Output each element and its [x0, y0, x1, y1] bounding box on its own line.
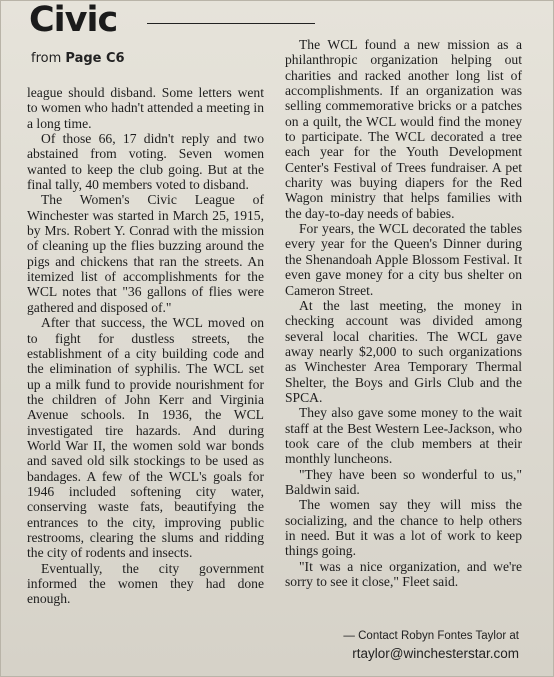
- paragraph: "It was a nice organization, and we're sorry to see it close," Fleet said.: [285, 558, 522, 590]
- paragraph: league should disband. Some letters went to women who hadn't attended a meeting in a long time.: [27, 85, 264, 131]
- title-rule: [147, 23, 315, 24]
- paragraph: Of those 66, 17 didn't reply and two abstained from voting. Seven women wanted to keep the club going. But at the final tally, 40 members voted to disband.: [27, 131, 264, 193]
- paragraph: "They have been so wonderful to us," Baldwin said.: [285, 466, 522, 497]
- section-title: Civic: [29, 0, 118, 40]
- article-column-right: [285, 37, 522, 589]
- paragraph: At the last meeting, the money in checking account was divided among several local charities. The WCL gave away nearly $2,000 to such organizations as Winchester Area Temporary Thermal Shelter, the Boys and Girls Club and the SPCA.: [285, 297, 522, 405]
- paragraph: The WCL found a new mission as a philanthropic organization helping out charities and racked another long list of accomplishments. If an organization was selling commemorative bricks or a patches on a quilt, the WCL would find the money to participate. The WCL decorated a tree each year for the Youth Development Center's Festival of Trees fundraiser. A pet charity was buying diapers for the Red Wagon ministry that helps families with the day-to-day needs of babies.: [285, 37, 522, 221]
- paragraph: The women say they will miss the socializing, and the chance to help others in need. But it was a lot of work to keep things going.: [285, 497, 522, 559]
- from-page-reference: Page C6: [65, 51, 125, 66]
- paragraph: They also gave some money to the wait staff at the Best Western Lee-Jackson, who took care of the club members at their monthly luncheons.: [285, 405, 522, 467]
- contact-line: — Contact Robyn Fontes Taylor at: [343, 630, 519, 642]
- section-header: [29, 0, 289, 40]
- author-contact: [343, 627, 519, 663]
- paragraph: After that success, the WCL moved on to fight for dustless streets, the establishment of a city building code and the elimination of syphilis. The WCL set up a milk fund to provide nourishment for the children of John Kerr and Virginia Avenue schools. In 1936, the WCL investigated tire hazards. And during World War II, the women sold war bonds and saved old silk stockings to be used as bandages. A few of the WCL's goals for 1946 included softening city water, conserving waste fats, beautifying the entrances to the city, improving public restrooms, clearing the slums and ridding the city of rodents and insects.: [27, 315, 264, 561]
- paragraph: For years, the WCL decorated the tables every year for the Queen's Dinner during the Shenandoah Apple Blossom Festival. It even gave money for a city bus shelter on Cameron Street.: [285, 221, 522, 298]
- from-prefix: from: [31, 51, 62, 66]
- article-column-left: [27, 85, 264, 607]
- paragraph: Eventually, the city government informed the women they had done enough.: [27, 560, 264, 607]
- contact-email: rtaylor@winchesterstar.com: [352, 646, 519, 661]
- continued-from-line: [31, 51, 125, 66]
- column-divider: [277, 37, 278, 657]
- paragraph: The Women's Civic League of Winchester was started in March 25, 1915, by Mrs. Robert Y. Conrad with the mission of cleaning up the flies buzzing around the pigs and chickens that ran the streets. An itemized list of accomplishments for the WCL notes that "36 gallons of flies were gathered and disposed of.": [27, 192, 264, 315]
